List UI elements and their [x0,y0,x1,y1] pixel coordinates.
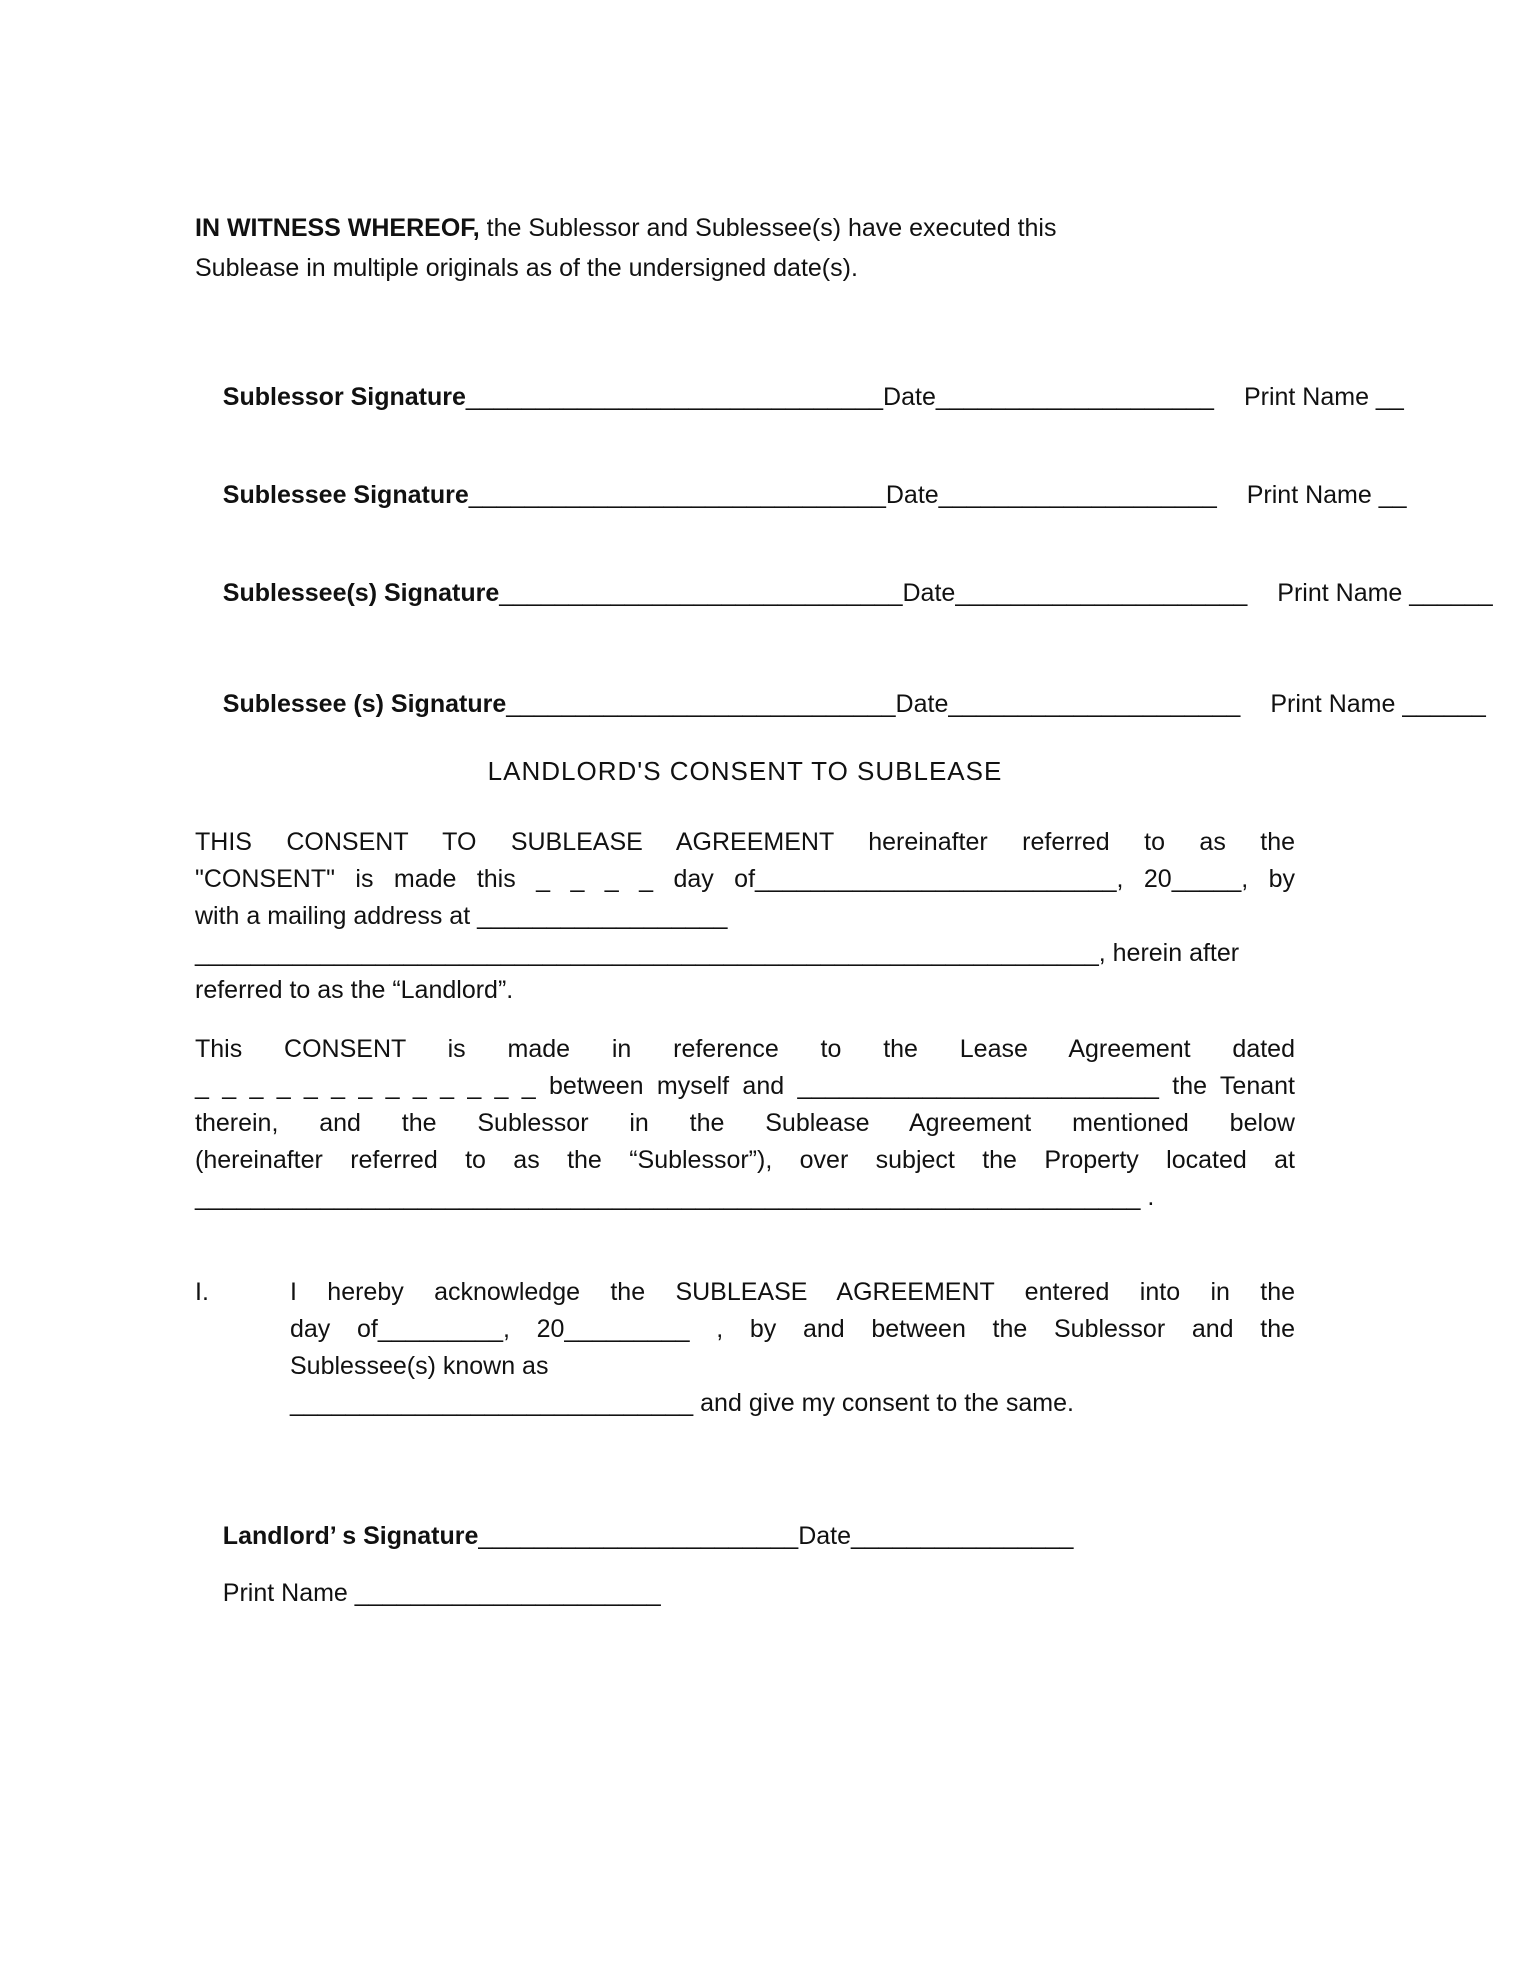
acknowledgement-item [195,1274,1295,1422]
print-name-label: Print Name [222,1579,348,1607]
sublessees-signature-blank: _____________________________ [499,579,903,607]
item-line-2: day of_________, 20_________ , by and between the Sublessor and the [290,1315,1295,1343]
witness-line-2: Sublease in multiple originals as of the undersigned date(s). [195,254,858,282]
sublessee-s-signature-label: Sublessee (s) Signature [222,690,507,718]
date-label: Date [798,1522,851,1550]
consent-p1-line-2: "CONSENT" is made this _ _ _ _ day of__________________________, 20_____, by [195,865,1295,893]
print-name-blank: ______ [1402,579,1493,607]
date-label: Date [883,383,936,411]
print-name-blank: __ [1368,383,1404,411]
print-name-label: Print Name [1277,579,1403,607]
print-name-label: Print Name [1246,481,1372,509]
item-line-4: _____________________________ and give my consent to the same. [290,1389,1074,1417]
item-number: I. [195,1278,209,1306]
landlord-signature-blank: _______________________ [478,1522,799,1550]
consent-p1-line-5: referred to as the “Landlord”. [195,976,514,1004]
sublessees-signature-row [195,548,1493,638]
sublessor-signature-blank: ______________________________ [465,383,884,411]
sublessee-signature-blank: ______________________________ [468,481,886,509]
date-blank: ____________________ [938,481,1217,509]
date-blank: _____________________ [955,579,1248,607]
item-body [290,1274,1295,1422]
date-label: Date [895,690,949,718]
consent-p2-line-1: This CONSENT is made in reference to the Lease Agreement dated [195,1035,1295,1063]
consent-p2-line-3: therein, and the Sublessor in the Sublease Agreement mentioned below [195,1109,1295,1137]
consent-p1-line-4: _________________________________________________________________, herein after [195,939,1240,967]
sublessee-s-signature-row [195,659,1486,749]
print-name-label: Print Name [1243,383,1369,411]
print-name-blank: __ [1371,481,1407,509]
consent-p1-line-3: with a mailing address at __________________ [195,902,728,930]
item-line-3: Sublessee(s) known as [290,1352,549,1380]
print-name-blank: ______ [1395,690,1486,718]
consent-paragraph-1 [195,824,1295,1009]
date-label: Date [885,481,939,509]
witness-paragraph [195,208,1295,288]
date-blank: _____________________ [948,690,1241,718]
witness-line-1 [195,208,1295,248]
print-name-blank: ______________________ [347,1579,661,1607]
consent-p2-line-5: ____________________________________________________________________ . [195,1183,1155,1211]
witness-bold-phrase: IN WITNESS WHEREOF, [195,214,480,242]
sublessees-signature-label: Sublessee(s) Signature [222,579,500,607]
consent-p2-line-4: (hereinafter referred to as the “Sublessor”), over subject the Property located at [195,1146,1295,1174]
consent-p1-line-1: THIS CONSENT TO SUBLEASE AGREEMENT hereinafter referred to as the [195,828,1295,856]
consent-p2-line-2: _ _ _ _ _ _ _ _ _ _ _ _ _ between myself and __________________________ the Tenant [195,1072,1295,1100]
sublessor-signature-row [195,352,1404,442]
landlord-signature-label: Landlord’ s Signature [222,1522,479,1550]
sublessee-signature-row [195,450,1407,540]
print-name-label: Print Name [1270,690,1396,718]
sublessee-signature-label: Sublessee Signature [222,481,469,509]
item-line-1: I hereby acknowledge the SUBLEASE AGREEMENT entered into in the [290,1278,1295,1306]
sublessor-signature-label: Sublessor Signature [222,383,466,411]
sublessee-s-signature-blank: ____________________________ [506,690,896,718]
date-blank: ____________________ [935,383,1214,411]
consent-paragraph-2 [195,1031,1295,1216]
date-blank: ________________ [851,1522,1074,1550]
witness-line-1-rest: the Sublessor and Sublessee(s) have executed this [479,214,1057,242]
landlords-consent-heading: LANDLORD'S CONSENT TO SUBLEASE [487,756,1003,786]
date-label: Date [902,579,956,607]
landlord-print-name-row [195,1548,661,1638]
